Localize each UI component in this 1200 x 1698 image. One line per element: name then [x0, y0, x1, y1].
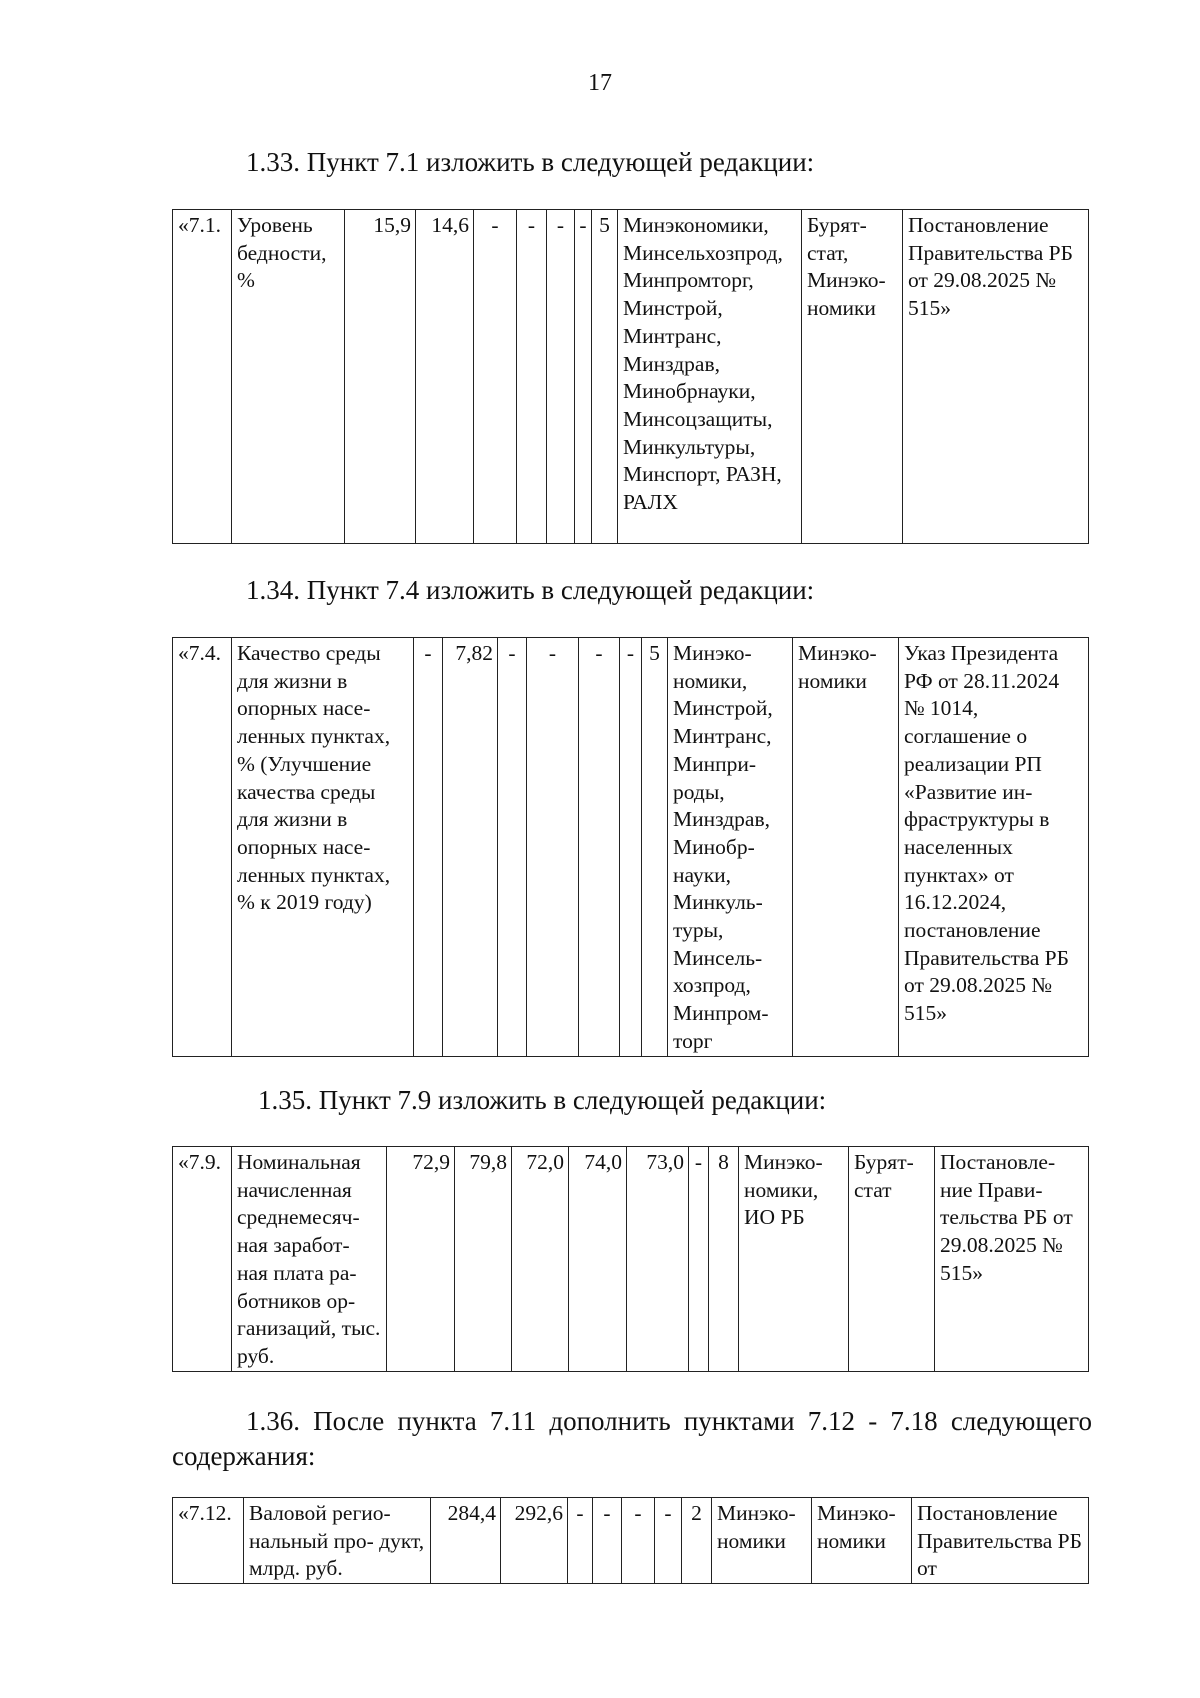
value-cell: - — [579, 638, 620, 1057]
indicator-cell: Номинальная начисленная среднемесяч- ная заработ- ная плата ра- ботников ор- ганизаций, тыс. руб. — [232, 1147, 387, 1372]
value-cell: 292,6 — [501, 1498, 568, 1584]
value-cell: - — [655, 1498, 682, 1584]
value-cell: 284,4 — [431, 1498, 501, 1584]
executors-cell: Минэкономики, Минсельхозпрод, Минпромторг, Минстрой, Минтранс, Минздрав, Минобрнауки, Минсоцзащиты, Минкультуры, Минспорт, РАЗН, РАЛХ — [618, 210, 802, 544]
row-id: «7.1. — [173, 210, 232, 544]
value-cell: 5 — [642, 638, 668, 1057]
table-row — [173, 210, 1089, 544]
table-row — [173, 1147, 1089, 1372]
value-cell: 5 — [592, 210, 618, 544]
row-id: «7.4. — [173, 638, 232, 1057]
table-7-1 — [172, 209, 1089, 544]
row-id: «7.12. — [173, 1498, 244, 1584]
value-cell: - — [498, 638, 527, 1057]
source-cell: Бурят- стат — [849, 1147, 935, 1372]
value-cell: 15,9 — [345, 210, 416, 544]
heading-1-36: 1.36. После пункта 7.11 дополнить пунктами 7.12 - 7.18 следующего содержания: — [172, 1406, 1092, 1471]
executors-cell: Минэко- номики — [712, 1498, 812, 1584]
value-cell: - — [622, 1498, 655, 1584]
value-cell: 72,9 — [387, 1147, 455, 1372]
heading-1-35: 1.35. Пункт 7.9 изложить в следующей редакции: — [258, 1085, 827, 1115]
value-cell: 74,0 — [569, 1147, 627, 1372]
value-cell: - — [414, 638, 443, 1057]
value-cell: - — [689, 1147, 709, 1372]
table-7-4 — [172, 637, 1089, 1057]
heading-1-33: 1.33. Пункт 7.1 изложить в следующей редакции: — [246, 147, 815, 177]
indicator-cell: Уровень бедности, % — [232, 210, 345, 544]
indicator-cell: Валовой регио- нальный про- дукт, млрд. руб. — [244, 1498, 431, 1584]
value-cell: - — [620, 638, 642, 1057]
table-7-12 — [172, 1497, 1089, 1584]
value-cell: 8 — [709, 1147, 739, 1372]
basis-cell: Постановление Правительства РБ от — [912, 1498, 1089, 1584]
heading-1-34: 1.34. Пункт 7.4 изложить в следующей редакции: — [246, 575, 815, 605]
executors-cell: Минэко- номики, Минстрой, Минтранс, Минпри- роды, Минздрав, Минобр- науки, Минкуль- туры, Минсель- хозпрод, Минпром- торг — [668, 638, 793, 1057]
source-cell: Бурят- стат, Минэко- номики — [802, 210, 903, 544]
value-cell: - — [593, 1498, 622, 1584]
value-cell: - — [568, 1498, 593, 1584]
source-cell: Минэко- номики — [793, 638, 899, 1057]
value-cell: 7,82 — [443, 638, 498, 1057]
indicator-cell: Качество среды для жизни в опорных насе- ленных пунктах, % (Улучшение качества среды для жизни в опорных насе- ленных пунктах, % к 2019 году) — [232, 638, 414, 1057]
value-cell: - — [474, 210, 517, 544]
basis-cell: Указ Президента РФ от 28.11.2024 № 1014, соглашение о реализации РП «Развитие ин- фраструктуры в населенных пунктах» от 16.12.2024, постановление Правительства РБ от 29.08.2025 № 515» — [899, 638, 1089, 1057]
row-id: «7.9. — [173, 1147, 232, 1372]
value-cell: 14,6 — [416, 210, 474, 544]
value-cell: 2 — [682, 1498, 712, 1584]
value-cell: - — [517, 210, 547, 544]
basis-cell: Постановле- ние Прави- тельства РБ от 29.08.2025 № 515» — [935, 1147, 1089, 1372]
value-cell: 72,0 — [512, 1147, 569, 1372]
page-number: 17 — [588, 70, 612, 96]
value-cell: - — [575, 210, 592, 544]
table-row — [173, 638, 1089, 1057]
value-cell: - — [547, 210, 575, 544]
table-7-9 — [172, 1146, 1089, 1372]
source-cell: Минэко- номики — [812, 1498, 912, 1584]
basis-cell: Постановление Правительства РБ от 29.08.2025 № 515» — [903, 210, 1089, 544]
executors-cell: Минэко- номики, ИО РБ — [739, 1147, 849, 1372]
value-cell: - — [527, 638, 579, 1057]
value-cell: 79,8 — [455, 1147, 512, 1372]
table-row — [173, 1498, 1089, 1584]
value-cell: 73,0 — [627, 1147, 689, 1372]
